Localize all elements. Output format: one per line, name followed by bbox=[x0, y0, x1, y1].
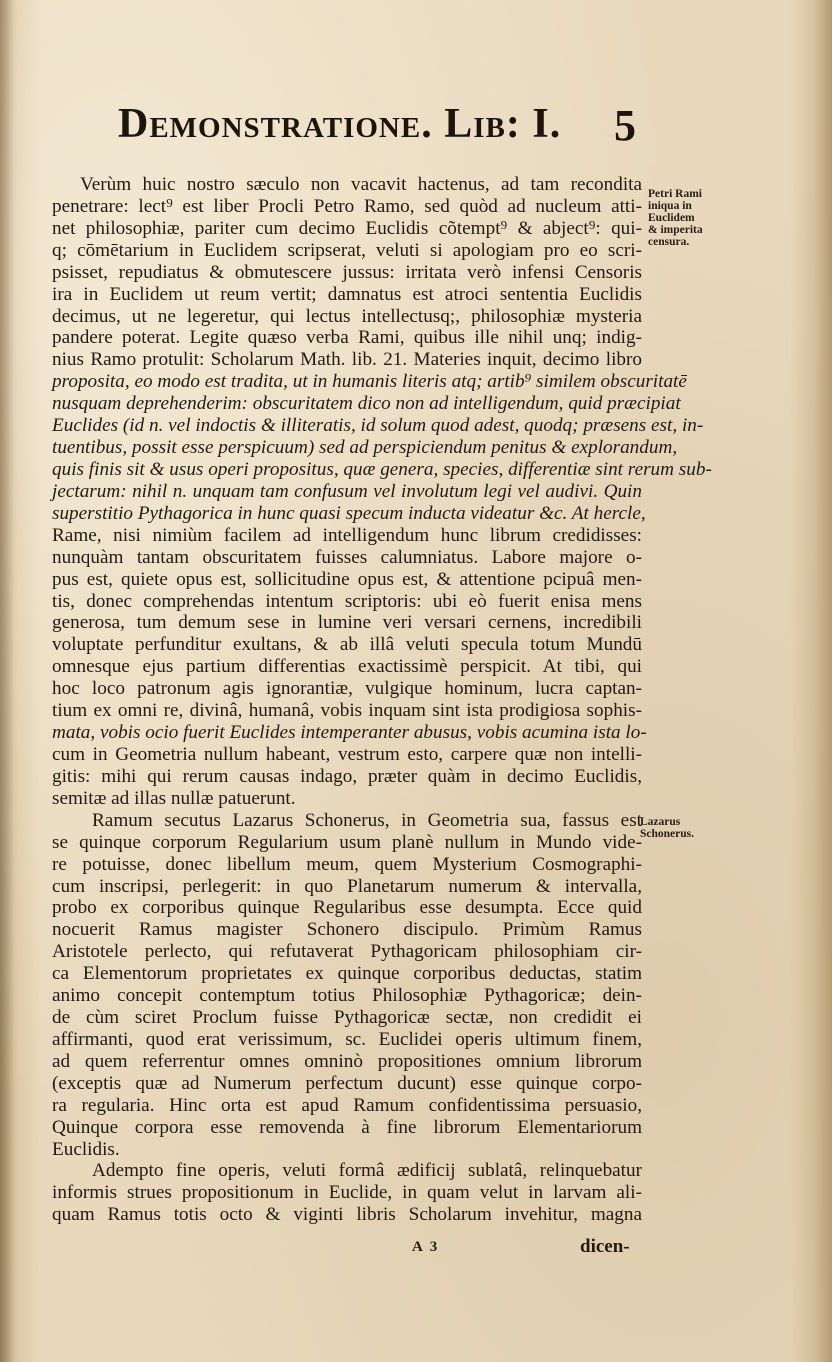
signature-mark: A 3 bbox=[412, 1239, 440, 1255]
text-line: ra regularia. Hinc orta est apud Ramum confidentissima persuasio, bbox=[52, 1094, 642, 1116]
text-line: re potuisse, donec libellum meum, quem Mysterium Cosmographi- bbox=[52, 853, 642, 875]
text-line: Rame, nisi nimiùm facilem ad intelligendum hunc librum credidisses: bbox=[52, 524, 642, 546]
text-line: cum inscripsi, perlegerit: in quo Planetarum numerum & intervalla, bbox=[52, 875, 642, 897]
text-line: Verùm huic nostro sæculo non vacavit hactenus, ad tam recondita bbox=[80, 174, 642, 195]
quotation-line: Euclides (id n. vel indoctis & illiteratis, id solum quod adest, quodq; præsens est, in- bbox=[52, 415, 704, 437]
quotation-line: superstitio Pythagorica in hunc quasi specum inducta videatur &c. At hercle, bbox=[52, 502, 646, 524]
marginal-note-line: iniqua in bbox=[648, 200, 692, 212]
page-number: 5 bbox=[614, 101, 636, 150]
text-line: Quinque corpora esse removenda à fine librorum Elementariorum bbox=[52, 1116, 642, 1138]
text-line: generosa, tum demum sese in lumine veri versari cernens, incredibili bbox=[52, 612, 642, 634]
text-line: nunquàm tantam obscuritatem fuisses calumniatus. Labore majore o- bbox=[52, 546, 642, 568]
text-line: decimus, ut ne legeretur, qui lectus intellectusq;, philosophiæ mysteria bbox=[52, 305, 642, 327]
text-line: tium ex omni re, divinâ, humanâ, vobis inquam sint ista prodigiosa sophis- bbox=[52, 700, 642, 722]
text-line: probo ex corporibus quinque Regularibus esse desumpta. Ecce quid bbox=[52, 897, 642, 919]
marginal-note-schonerus bbox=[640, 816, 732, 840]
text-line: tis, donec comprehendas intentum scriptoris: ubi eò fuerit enisa mens bbox=[52, 590, 642, 612]
text-line: q; cōmētarium in Euclidem scripserat, veluti si apologiam pro eo scri- bbox=[52, 239, 642, 261]
text-line: gitis: mihi qui rerum causas indago, præter quàm in decimo Euclidis, bbox=[52, 765, 642, 787]
text-line: affirmanti, quod erat verissimum, sc. Euclidei operis ultimum finem, bbox=[52, 1028, 642, 1050]
text-line: psisset, repudiatus & obmutescere jussus: irritata verò infensi Censoris bbox=[52, 261, 642, 283]
marginal-note-line: Schonerus. bbox=[640, 828, 694, 840]
quotation-line: quis finis sit & usus operi propositus, quæ genera, species, differentiæ sint rerum sub- bbox=[52, 458, 712, 480]
text-line: nius Ramo protulit: Scholarum Math. lib. 21. Materies inquit, decimo libro bbox=[52, 349, 642, 371]
paragraph-start-line: Ramum secutus Lazarus Schonerus, in Geometria sua, fassus est bbox=[92, 809, 642, 831]
marginal-note-line: censura. bbox=[648, 236, 690, 248]
quotation-line: proposita, eo modo est tradita, ut in humanis literis atq; artib⁹ similem obscuritatē bbox=[52, 371, 687, 393]
text-line: (exceptis quæ ad Numerum perfectum ducunt) esse quinque corpo- bbox=[52, 1072, 642, 1094]
quotation-line: tuentibus, possit esse perspicuum) sed ad perspiciendum penitus & explorandum, bbox=[52, 437, 678, 459]
text-line: cum in Geometria nullum habeant, vestrum esto, carpere quæ non intelli- bbox=[52, 743, 642, 765]
text-line: nocuerit Ramus magister Schonero discipulo. Primùm Ramus bbox=[52, 919, 642, 941]
paragraph-end-line: Euclidis. bbox=[52, 1138, 120, 1160]
paragraph-start-line: Adempto fine operis, veluti formâ ædificij sublatâ, relinquebatur bbox=[92, 1160, 642, 1182]
text-line: ad quem referrentur omnes omninò propositiones omnium librorum bbox=[52, 1050, 642, 1072]
text-line: pus est, quiete opus est, sollicitudine opus est, & attentione pcipuâ men- bbox=[52, 568, 642, 590]
text-line: ca Elementorum proprietates ex quinque corporibus deductas, statim bbox=[52, 963, 642, 985]
text-line: net philosophiæ, pariter cum decimo Euclidis cõtempt⁹ & abject⁹: qui- bbox=[52, 217, 642, 239]
text-line: Aristotele perlecto, qui refutaverat Pythagoricam philosophiam cir- bbox=[52, 941, 642, 963]
text-line: se quinque corporum Regularium usum planè nullum in Mundo vide- bbox=[52, 831, 642, 853]
text-line: omnesque ejus partium differentias exactissimè perspicit. At tibi, qui bbox=[52, 656, 642, 678]
text-line: quam Ramus totis octo & viginti libris Scholarum invehitur, magna bbox=[52, 1204, 642, 1226]
text-line: voluptate perfunditur exultans, & ab illâ veluti specula totum Mundū bbox=[52, 634, 642, 656]
text-line: informis strues propositionum in Euclide, in quam velut in larvam ali- bbox=[52, 1182, 642, 1204]
text-line: de cùm sciret Proclum fuisse Pythagoricæ sectæ, non credidit ei bbox=[52, 1007, 642, 1029]
catchword: dicen- bbox=[580, 1236, 630, 1257]
text-line: ira in Euclidem ut reum vertit; damnatus est atroci sententia Euclidis bbox=[52, 283, 642, 305]
marginal-note-rami bbox=[648, 188, 740, 248]
quotation-line: nusquam deprehenderim: obscuritatem dico non ad intelligendum, quid præcipiat bbox=[52, 393, 681, 415]
running-head: Demonstratione. Lib: I. bbox=[118, 101, 562, 147]
text-line: animo concepit contemptum totius Philosophiæ Pythagoricæ; dein- bbox=[52, 985, 642, 1007]
marginal-note-line: Lazarus bbox=[640, 816, 681, 828]
text-line: hoc loco patronum agis ignorantiæ, vulgique hominum, lucra captan- bbox=[52, 678, 642, 700]
marginal-note-line: Petri Rami bbox=[648, 188, 702, 200]
text-line: pandere poterat. Legite quæso verba Rami, quibus ille nihil unq; indig- bbox=[52, 327, 642, 349]
page-gutter-shadow bbox=[0, 0, 14, 1362]
paragraph-end-line: semitæ ad illas nullæ patuerunt. bbox=[52, 787, 296, 809]
quotation-line: mata, vobis ocio fuerit Euclides intemperanter abusus, vobis acumina ista lo- bbox=[52, 722, 647, 744]
quotation-line: jectarum: nihil n. unquam tam confusum vel involutum legi vel audivi. Quin bbox=[52, 480, 642, 502]
marginal-note-line: & imperita bbox=[648, 224, 703, 236]
text-line: penetrare: lect⁹ est liber Procli Petro Ramo, sed quòd ad nucleum atti- bbox=[52, 195, 642, 217]
marginal-note-line: Euclidem bbox=[648, 212, 695, 224]
